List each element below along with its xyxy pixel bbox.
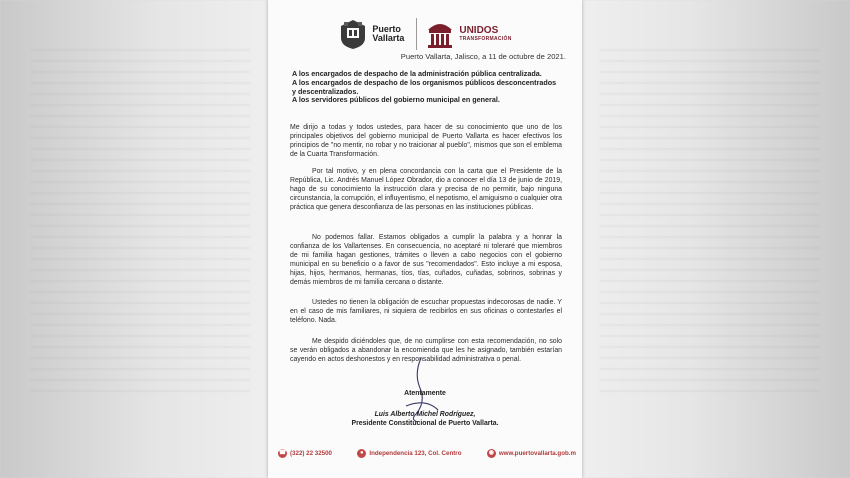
footer-address [357, 449, 461, 458]
closing-block [268, 389, 582, 428]
addressee-line: A los encargados de despacho de la administración pública centralizada. [292, 69, 542, 78]
puerto-vallarta-wordmark: Puerto Vallarta [372, 24, 405, 43]
unidos-logo [425, 18, 511, 50]
unidos-building-icon [425, 18, 455, 50]
background-ghost-text-right [600, 40, 820, 400]
background-ghost-text-left [30, 40, 250, 400]
signer-name: Luis Alberto Michel Rodríguez, [374, 411, 476, 418]
location-icon: ● [357, 449, 366, 458]
addressees-block [292, 70, 562, 105]
body-paragraph-5: Me despido diciéndoles que, de no cumplirse con esta recomendación, no solo se verán obligados a abandonar la encomienda que les he asignado, también estarían cayendo en actos deshonestos y en responsabilidad administrativa o penal. [290, 338, 562, 363]
background-blur-right [582, 0, 850, 478]
footer-address-text: Independencia 123, Col. Centro [369, 449, 462, 457]
closing-salutation: Atentamente [404, 390, 446, 397]
footer-phone [278, 449, 332, 458]
body-paragraph-2: Por tal motivo, y en plena concordancia con la carta que el Presidente de la República, Lic. Andrés Manuel López Obrador, dio a conocer el día 13 de junio de 2019, hago de su conocimiento la instrucción clara y precisa de no permitir, bajo ninguna circunstancia, la corrupción, el influyentismo, el nepotismo, el amiguismo o cualquier otra práctica que genera desconfianza de las personas en las instituciones públicas. [290, 168, 562, 211]
web-icon: ◉ [488, 449, 494, 456]
puerto-vallarta-logo [338, 18, 408, 50]
background-blur-left [0, 0, 268, 478]
letter-header [268, 12, 582, 56]
letter-page [268, 0, 582, 478]
letter-footer [278, 446, 576, 460]
transformacion-wordmark: TRANSFORMACIÓN [459, 36, 512, 42]
addressee-line: A los encargados de despacho de los organismos públicos desconcentrados y descentralizados. [292, 77, 557, 96]
logo-divider [416, 18, 417, 50]
body-paragraph-4: Ustedes no tienen la obligación de escuchar propuestas indecorosas de nadie. Y en el caso de mis familiares, ni siquiera de recibirlos en sus oficinas o contestarles el teléfono. Nada. [290, 299, 562, 324]
footer-phone-text: (322) 22 32500 [290, 449, 332, 457]
municipal-seal-icon [338, 18, 368, 50]
addressee-line: A los servidores públicos del gobierno municipal en general. [292, 95, 500, 105]
body-paragraph-1: Me dirijo a todas y todos ustedes, para hacer de su conocimiento que uno de los principales objetivos del gobierno municipal de Puerto Vallarta es hacer efectivos los principios de "no mentir, no robar y no traicionar al pueblo", mismos que son el emblema de la Cuarta Transformación. [290, 124, 562, 158]
footer-website [487, 449, 576, 458]
signer-title: Presidente Constitucional de Puerto Vallarta. [351, 420, 499, 427]
letter-date: Puerto Vallarta, Jalisco, a 11 de octubre de 2021. [400, 52, 566, 61]
phone-icon: ☎ [278, 449, 287, 456]
unidos-wordmark: UNIDOS [459, 25, 499, 36]
footer-website-text: www.puertovallarta.gob.m [498, 449, 576, 457]
body-paragraph-3: No podemos fallar. Estamos obligados a cumplir la palabra y a honrar la confianza de los Vallartenses. En consecuencia, no aceptaré ni toleraré que miembros de mi familia hagan gestiones, trámites o lleven a cabo negocios con el gobierno municipal en su beneficio o a favor de sus "recomendados". Esto incluye a mi esposa, hijas, hijos, hermanos, hermanas, tíos, tías, cuñados, cuñadas, sobrinos, sobrinas y demás miembros de mi familia cercana o distante. [290, 234, 562, 286]
